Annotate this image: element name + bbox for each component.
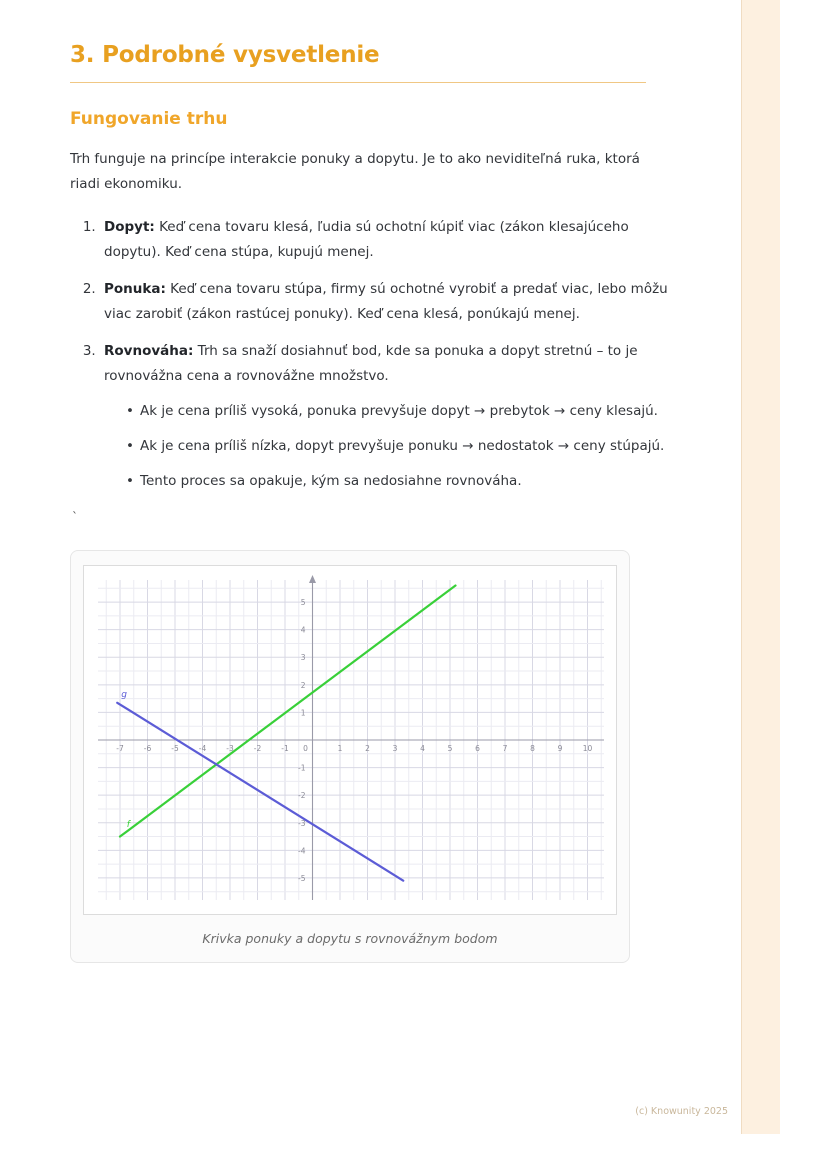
x-tick-label: 2 xyxy=(365,743,370,753)
sub-list-item: • Ak je cena príliš nízka, dopyt prevyšuje ponuku → nedostatok → ceny stúpajú. xyxy=(126,434,670,459)
curve-label-g: g xyxy=(121,689,127,700)
list-item-term: Rovnováha: xyxy=(104,342,194,359)
footer-copyright: (c) Knowunity 2025 xyxy=(635,1106,728,1117)
x-tick-label: -2 xyxy=(253,743,262,753)
x-tick-label: 0 xyxy=(303,743,308,753)
y-axis-arrow xyxy=(309,575,316,583)
y-tick-label: -1 xyxy=(298,763,306,773)
numbered-list xyxy=(70,215,670,494)
list-item xyxy=(100,277,670,327)
x-tick-label: 7 xyxy=(502,743,508,753)
list-item-term: Dopyt: xyxy=(104,218,155,235)
x-tick-label: 1 xyxy=(337,743,343,753)
section-heading: Fungovanie trhu xyxy=(70,109,228,129)
y-tick-label: 5 xyxy=(300,597,306,607)
figure-caption: Krivka ponuky a dopytu s rovnovážnym bodom xyxy=(202,930,498,946)
list-item xyxy=(100,339,670,494)
y-tick-label: -4 xyxy=(298,846,306,856)
list-item-text: Keď cena tovaru stúpa, firmy sú ochotné vyrobiť a predať viac, lebo môžu viac zarobiť (zákon rastúcej ponuky). Keď cena klesá, ponúkajú menej. xyxy=(104,280,668,322)
x-tick-label: -6 xyxy=(143,743,152,753)
x-tick-label: 10 xyxy=(582,743,593,753)
x-tick-label: 3 xyxy=(392,743,398,753)
sub-list-item: • Ak je cena príliš vysoká, ponuka prevyšuje dopyt → prebytok → ceny klesajú. xyxy=(126,399,670,424)
stray-backtick: ` xyxy=(72,509,78,524)
sub-bullet-list xyxy=(104,399,670,494)
x-tick-label: 9 xyxy=(557,743,563,753)
y-tick-label: 1 xyxy=(300,708,306,718)
curve-label-f: f xyxy=(126,819,130,830)
graph-svg xyxy=(84,566,617,914)
x-tick-label: 8 xyxy=(530,743,535,753)
page-title: 3. Podrobné vysvetlenie xyxy=(70,42,380,68)
x-tick-label: 4 xyxy=(420,743,425,753)
supply-demand-graph xyxy=(83,565,617,915)
y-tick-label: 2 xyxy=(300,680,306,690)
x-tick-label: -5 xyxy=(171,743,179,753)
document-content xyxy=(70,0,670,963)
figure-card xyxy=(70,550,630,963)
x-tick-label: -3 xyxy=(226,743,234,753)
title-divider xyxy=(70,82,646,83)
y-tick-label: -5 xyxy=(298,873,306,883)
x-tick-label: 5 xyxy=(447,743,453,753)
intro-paragraph: Trh funguje na princípe interakcie ponuky a dopytu. Je to ako neviditeľná ruka, ktorá riadi ekonomiku. xyxy=(70,151,640,192)
list-item-text: Trh sa snaží dosiahnuť bod, kde sa ponuka a dopyt stretnú – to je rovnovážna cena a rovnovážne množstvo. xyxy=(104,342,638,384)
x-tick-label: -7 xyxy=(116,743,124,753)
sub-list-item: • Tento proces sa opakuje, kým sa nedosiahne rovnováha. xyxy=(126,469,670,494)
curve-g xyxy=(117,702,403,880)
curve-f xyxy=(120,585,456,836)
y-tick-label: 4 xyxy=(300,625,306,635)
list-item xyxy=(100,215,670,265)
y-tick-label: 3 xyxy=(300,652,306,662)
document-page xyxy=(48,0,780,1134)
x-tick-label: -1 xyxy=(281,743,289,753)
list-item-term: Ponuka: xyxy=(104,280,166,297)
y-tick-label: -2 xyxy=(298,790,306,800)
decorative-right-stripe xyxy=(741,0,780,1134)
y-tick-label: -3 xyxy=(298,818,306,828)
x-tick-label: 6 xyxy=(475,743,480,753)
x-tick-label: -4 xyxy=(198,743,207,753)
list-item-text: Keď cena tovaru klesá, ľudia sú ochotní kúpiť viac (zákon klesajúceho dopytu). Keď cena stúpa, kupujú menej. xyxy=(104,218,629,260)
